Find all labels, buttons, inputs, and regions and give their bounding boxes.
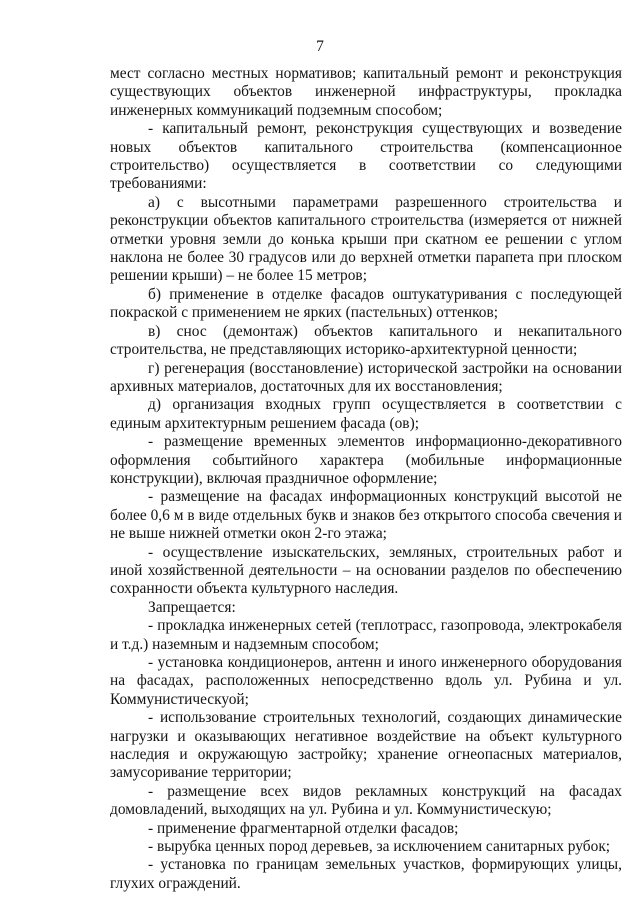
paragraph: г) регенерация (восстановление) исторической застройки на основании архивных материалов, достаточных для их восстановления; — [110, 359, 622, 395]
paragraph: - капитальный ремонт, реконструкция существующих и возведение новых объектов капитального строительства (компенсационное строительство) осуществляется в соответствии со следующими требованиями: — [110, 120, 622, 193]
paragraph: Запрещается: — [148, 598, 236, 616]
paragraph: д) организация входных групп осуществляется в соответствии с единым архитектурным решением фасада (ов); — [110, 396, 622, 432]
document-body — [110, 65, 622, 893]
page-number: 7 — [316, 38, 324, 55]
paragraph: - размещение временных элементов информационно-декоративного оформления событийного характера (мобильные информационные конструкции), включая праздничное оформление; — [110, 433, 622, 487]
paragraph: - прокладка инженерных сетей (теплотрасс, газопровода, электрокабеля и т.д.) наземным и надземным способом; — [110, 617, 622, 653]
paragraph: - установка по границам земельных участков, формирующих улицы, глухих ограждений. — [110, 856, 622, 892]
paragraph: - установка кондиционеров, антенн и иного инженерного оборудования на фасадах, расположенных непосредственно вдоль ул. Рубина и ул. Коммунистическуой; — [110, 654, 622, 708]
paragraph: мест согласно местных нормативов; капитальный ремонт и реконструкция существующих объектов инженерной инфраструктуры, прокладка инженерных коммуникаций подземным способом; — [110, 65, 622, 119]
paragraph: - размещение на фасадах информационных конструкций высотой не более 0,6 м в виде отдельных букв и знаков без открытого способа свечения и не выше нижней отметки окон 2-го этажа; — [110, 488, 622, 543]
paragraph: - использование строительных технологий, создающих динамические нагрузки и оказывающих негативное воздействие на объект культурного наследия и окружающую застройку; хранение огнеопасных материалов, замусоривание территории; — [110, 709, 622, 782]
paragraph: - осуществление изыскательских, земляных, строительных работ и иной хозяйственной деятельности – на основании разделов по обеспечению сохранности объекта культурного наследия. — [110, 543, 622, 598]
paragraph: б) применение в отделке фасадов оштукатуривания с последующей покраской с применением не ярких (пастельных) оттенков; — [110, 285, 622, 322]
paragraph: - размещение всех видов рекламных конструкций на фасадах домовладений, выходящих на ул. Рубина и ул. Коммунистическую; — [110, 782, 622, 819]
paragraph: а) с высотными параметрами разрешенного строительства и реконструкции объектов капитального строительства (измеряется от нижней отметки уровня земли до конька крыши при скатном ее решении с углом наклона не более 30 градусов или до верхней отметки парапета при плоском решении крыши) – не более 15 метров; — [110, 193, 622, 285]
paragraph: - вырубка ценных пород деревьев, за исключением санитарных рубок; — [148, 838, 611, 856]
paragraph: - применение фрагментарной отделки фасадов; — [148, 819, 459, 837]
paragraph: в) снос (демонтаж) объектов капитального и некапитального строительства, не представляющих историко-архитектурной ценности; — [110, 322, 622, 359]
